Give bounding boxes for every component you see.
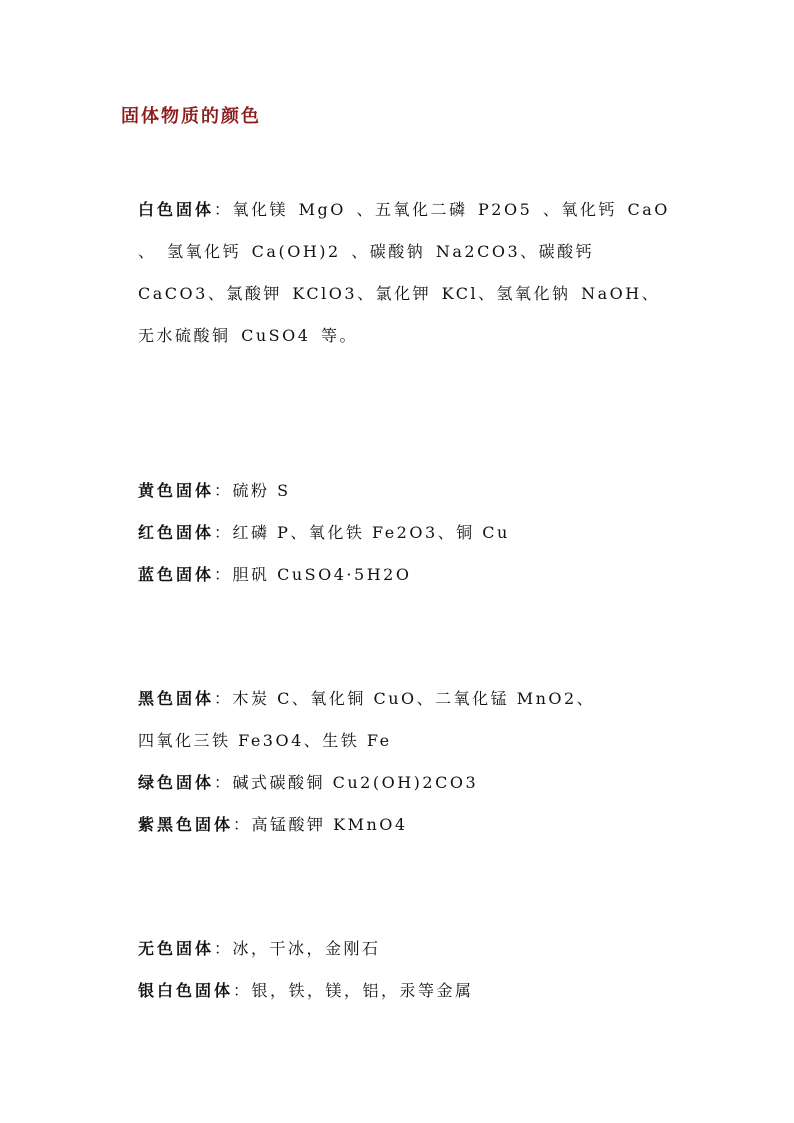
- colorless-solids-colon: ：: [214, 939, 233, 958]
- silver-white-solids-text: 银，铁，镁，铝，汞等金属: [251, 981, 474, 1000]
- blue-solids-text: 胆矾 CuSO4·5H2O: [232, 565, 412, 584]
- purple-black-solids-label: 紫黑色固体: [138, 815, 234, 834]
- black-solids-colon: ：: [214, 689, 233, 708]
- red-solids-text: 红磷 P、氧化铁 Fe2O3、铜 Cu: [232, 523, 510, 542]
- yellow-solids-line: [138, 479, 291, 503]
- white-solids-paragraph: [138, 189, 678, 357]
- colorless-solids-line: [138, 937, 381, 961]
- white-solids-label: 白色固体: [138, 200, 215, 219]
- green-solids-line: [138, 771, 478, 795]
- black-solids-text-2: 四氧化三铁 Fe3O4、生铁 Fe: [138, 731, 392, 750]
- silver-white-solids-label: 银白色固体: [138, 981, 234, 1000]
- page-title: 固体物质的颜色: [121, 106, 261, 127]
- yellow-solids-text: 硫粉 S: [232, 481, 291, 500]
- colorless-solids-label: 无色固体: [138, 939, 215, 958]
- purple-black-solids-line: [138, 813, 408, 837]
- green-solids-label: 绿色固体: [138, 773, 215, 792]
- yellow-solids-colon: ：: [214, 481, 233, 500]
- purple-black-solids-text: 高锰酸钾 KMnO4: [251, 815, 408, 834]
- blue-solids-line: [138, 563, 411, 587]
- blue-solids-label: 蓝色固体: [138, 565, 215, 584]
- silver-white-solids-line: [138, 979, 474, 1003]
- black-solids-line-2: [138, 729, 392, 753]
- red-solids-colon: ：: [214, 523, 233, 542]
- red-solids-line: [138, 521, 510, 545]
- colorless-solids-text: 冰，干冰，金刚石: [232, 939, 381, 958]
- purple-black-solids-colon: ：: [233, 815, 252, 834]
- blue-solids-colon: ：: [214, 565, 233, 584]
- green-solids-text: 碱式碳酸铜 Cu2(OH)2CO3: [232, 773, 479, 792]
- silver-white-solids-colon: ：: [233, 981, 252, 1000]
- white-solids-colon: ：: [214, 200, 233, 219]
- green-solids-colon: ：: [214, 773, 233, 792]
- black-solids-text: 木炭 C、氧化铜 CuO、二氧化锰 MnO2、: [232, 689, 596, 708]
- black-solids-line: [138, 687, 595, 711]
- red-solids-label: 红色固体: [138, 523, 215, 542]
- white-solids-text: 氧化镁 MgO 、五氧化二磷 P2O5 、氧化钙 CaO 、 氢氧化钙 Ca(OH)2 、碳酸钠 Na2CO3、碳酸钙 CaCO3、氯酸钾 KClO3、氯化钾 KCl、氢氧化钠 NaOH、无水硫酸铜 CuSO4 等。: [138, 200, 670, 345]
- yellow-solids-label: 黄色固体: [138, 481, 215, 500]
- black-solids-label: 黑色固体: [138, 689, 215, 708]
